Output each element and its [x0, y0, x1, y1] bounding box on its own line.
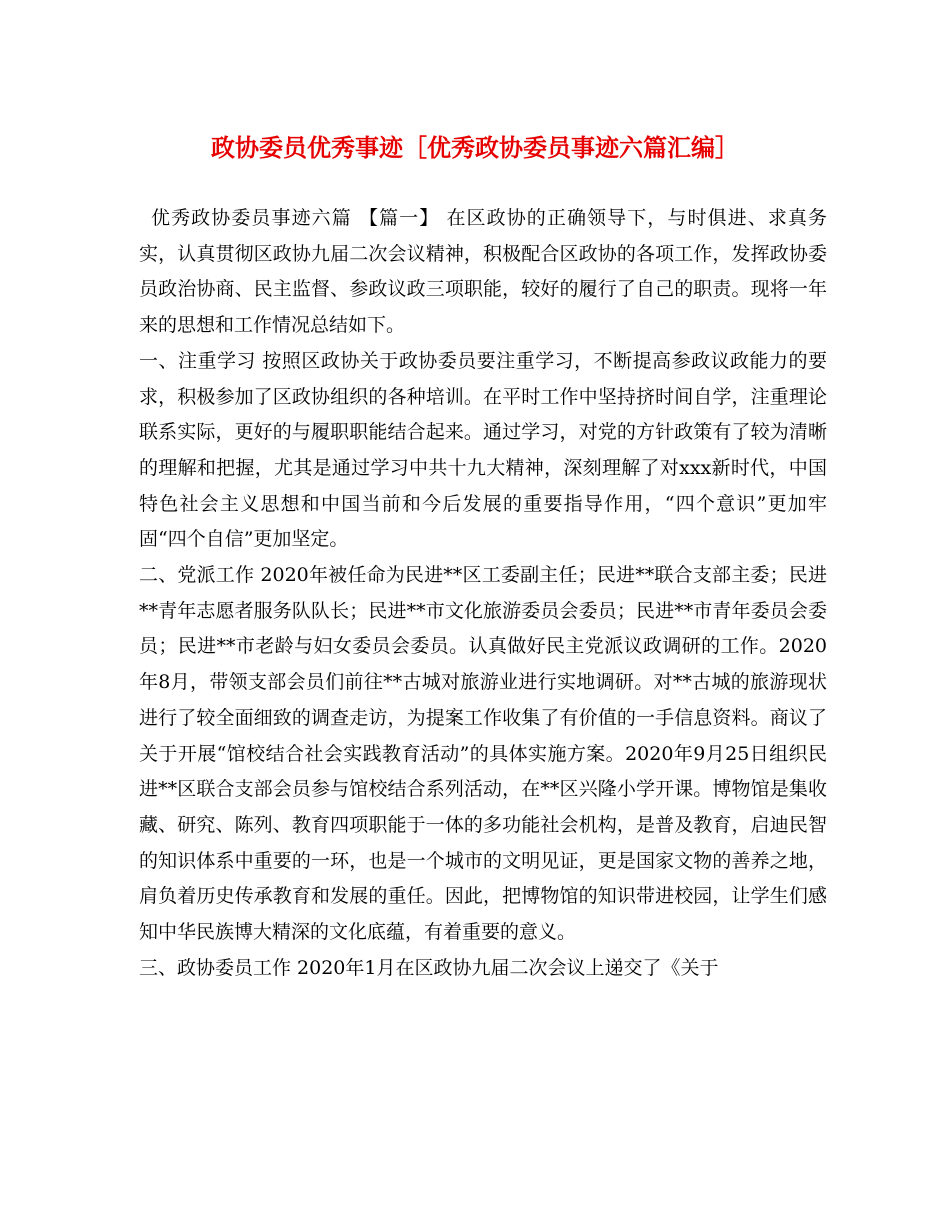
paragraph-cppcc-work: 三、政协委员工作 2020年1月在区政协九届二次会议上递交了《关于	[139, 956, 719, 979]
document-body	[139, 201, 827, 986]
paragraph-intro: 优秀政协委员事迹六篇 【篇一】 在区政协的正确领导下，与时俱进、求真务实，认真贯彻区政协九届二次会议精神，积极配合区政协的各项工作，发挥政协委员政治协商、民主监督、参政议政三项职能，较好的履行了自己的职责。现将一年来的思想和工作情况总结如下。	[139, 207, 827, 337]
paragraph-study: 一、注重学习 按照区政协关于政协委员要注重学习，不断提高参政议政能力的要求，积极参加了区政协组织的各种培训。在平时工作中坚持挤时间自学，注重理论联系实际，更好的与履职职能结合起来。通过学习，对党的方针政策有了较为清晰的理解和把握，尤其是通过学习中共十九大精神，深刻理解了对xxx新时代，中国特色社会主义思想和中国当前和今后发展的重要指导作用，“四个意识”更加牢固“四个自信”更加坚定。	[139, 349, 827, 551]
document-title: 政协委员优秀事迹［优秀政协委员事迹六篇汇编］	[211, 133, 739, 162]
paragraph-party-work: 二、党派工作 2020年被任命为民进**区工委副主任；民进**联合支部主委；民进**青年志愿者服务队队长；民进**市文化旅游委员会委员；民进**市青年委员会委员；民进**市老龄与妇女委员会委员。认真做好民主党派议政调研的工作。2020年8月，带领支部会员们前往**古城对旅游业进行实地调研。对**古城的旅游现状进行了较全面细致的调查走访，为提案工作收集了有价值的一手信息资料。商议了关于开展“馆校结合社会实践教育活动”的具体实施方案。2020年9月25日组织民进**区联合支部会员参与馆校结合系列活动，在**区兴隆小学开课。博物馆是集收藏、研究、陈列、教育四项职能于一体的多功能社会机构，是普及教育，启迪民智的知识体系中重要的一环，也是一个城市的文明见证，更是国家文物的善养之地，肩负着历史传承教育和发展的重任。因此，把博物馆的知识带进校园，让学生们感知中华民族博大精深的文化底蕴，有着重要的意义。	[139, 564, 827, 944]
